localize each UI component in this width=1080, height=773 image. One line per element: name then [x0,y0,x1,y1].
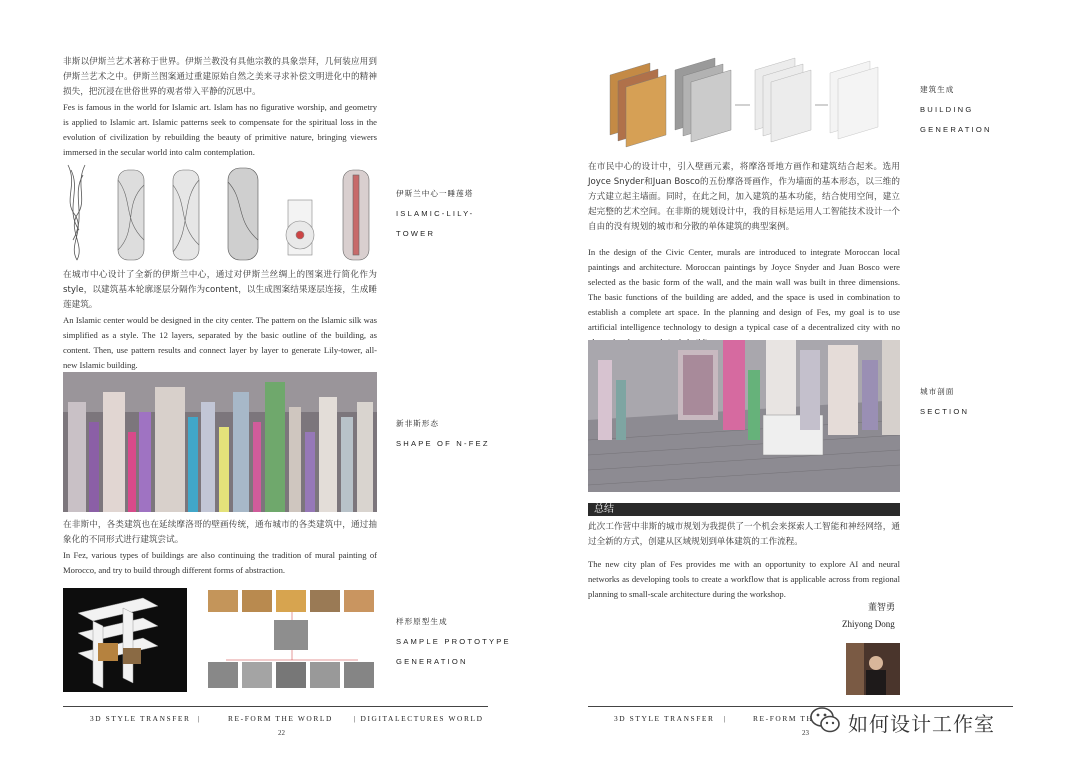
footer-item: | DIGITALECTURES WORLD [354,714,484,723]
lily-tower-image-strip [63,160,377,262]
footer-item: RE-FORM THE WORLD [228,714,333,723]
footer-item: 3D STYLE TRANSFER [90,714,191,723]
caption-line: 建筑生成 [920,85,955,94]
lily-tower-text-zh: 在城市中心设计了全新的伊斯兰中心，通过对伊斯兰丝绸上的图案进行简化作为style，以建筑基本轮廓逐层分隔作为content，以生成图案结果逐层连接，生成睡莲建筑。 [63,270,377,310]
caption-line: ISLAMIC-LILY- [396,209,475,218]
caption-islamic-lily-tower [396,184,474,244]
civic-center-text-en: In the design of the Civic Center, murals are introduced to integrate Moroccan local paintings and architecture. Moroccan paintings by Joyce Snyder and Juan Bosco were selected as the basic form of the wall, and the main wall was built in three dimensions. The basic functions of the building are added, and the space is used in combination to establish a complete art space. In the planning and design of Fes, my goal is to use artificial intelligence technology to design a typical case of a decentralized city with no [588,247,900,332]
city-section-render [588,340,900,492]
caption-line: BUILDING [920,105,974,114]
caption-line: SAMPLE PROTOTYPE [396,637,511,646]
author-name-en: Zhiyong Dong [842,619,895,629]
prototype-generation-grid [206,588,378,692]
intro-text-zh: 非斯以伊斯兰艺术著称于世界。伊斯兰教没有具他宗教的具象崇拜，几何装应用到伊斯兰艺术之中。伊斯兰图案通过重建原始自然之美来寻求补偿文明进化中的精神损失，把沉浸在世俗世界的观者带入平静的沉思中。 [63,57,377,97]
caption-sample-prototype-generation [396,612,511,672]
mural-text-en: In Fez, various types of buildings are also continuing the tradition of mural painting of Morocco, and try to build through different forms of abstraction. [63,550,377,575]
right-page [540,0,1080,773]
wechat-logo-icon [808,703,842,737]
mural-text-zh: 在非斯中，各类建筑也在延续摩洛哥的壁画传统，通布城市的各类建筑中，通过抽象化的不同形式进行建筑尝试。 [63,520,377,545]
building-generation-diagram [590,55,900,155]
caption-line: SECTION [920,407,970,416]
caption-line: 伊斯兰中心一睡莲塔 [396,189,474,198]
intro-text-en: Fes is famous in the world for Islamic art. Islam has no figurative worship, and geometry is applied to Islamic art. Islamic patterns seek to compensate for the spiritual loss in the evolution of civilization by rebuilding the beauty of primitive nature, bringing viewers immersed in the secular world into calm contemplation. [63,102,377,157]
author-photo [846,643,900,695]
caption-building-generation [920,80,992,140]
footer-rule [588,706,1013,707]
caption-line: 城市剖面 [920,387,955,396]
caption-section [920,382,969,422]
author-name-zh: 董智勇 [868,603,896,613]
page-number: 23 [802,729,809,737]
caption-line: TOWER [396,229,436,238]
footer-separator: | [198,714,202,723]
caption-shape-of-n-fez [396,414,490,454]
footer-item: RE-FORM TH [753,714,814,723]
caption-line: 样形原型生成 [396,617,448,626]
page-number: 22 [278,729,285,737]
footer-item: 3D STYLE TRANSFER [614,714,715,723]
caption-line: GENERATION [920,125,992,134]
summary-text-zh: 此次工作营中非斯的城市规划为我提供了一个机会来探索人工智能和神经网络，通过全新的方式，创建从区域规划到单体建筑的工作流程。 [588,522,900,547]
watermark-text: 如何设计工作室 [848,712,995,736]
summary-heading: 总结 [588,503,900,516]
footer-rule [63,706,488,707]
prototype-axonometric-image [63,588,187,692]
caption-line: SHAPE OF N-FEZ [396,439,490,448]
footer-separator: | [724,714,728,723]
caption-line: 新非斯形态 [396,419,439,428]
summary-text-en: The new city plan of Fes provides me with an opportunity to explore AI and neural networks as developing tools to create a workflow that is applicable across from regional planning to small-scale architecture during the workshop. [588,559,900,599]
caption-line: GENERATION [396,657,468,666]
n-fez-city-render [63,372,377,512]
lily-tower-text-en: An Islamic center would be designed in the city center. The pattern on the Islamic silk was simplified as a style. The 12 layers, separated by the basic outline of the building, as content. Then, use pattern results and connect layer by layer to generate Lily-tower, all-new Islamic building. [63,315,377,370]
civic-center-text-zh: 在市民中心的设计中，引入壁画元素，将摩洛哥地方画作和建筑结合起来。选用Joyce Snyder和Juan Bosco的五份摩洛哥画作，作为墙面的基本形态，以三维的方式建立起主墙面。同时，在此之间，加入建筑的基本功能，结合使用空间，建立起完整的艺术空间。在非斯的规划设计中，我的目标是运用人工智能技术设计一个自由的没有规划的城市和分散的单体建筑的典型案例。 [588,162,900,232]
